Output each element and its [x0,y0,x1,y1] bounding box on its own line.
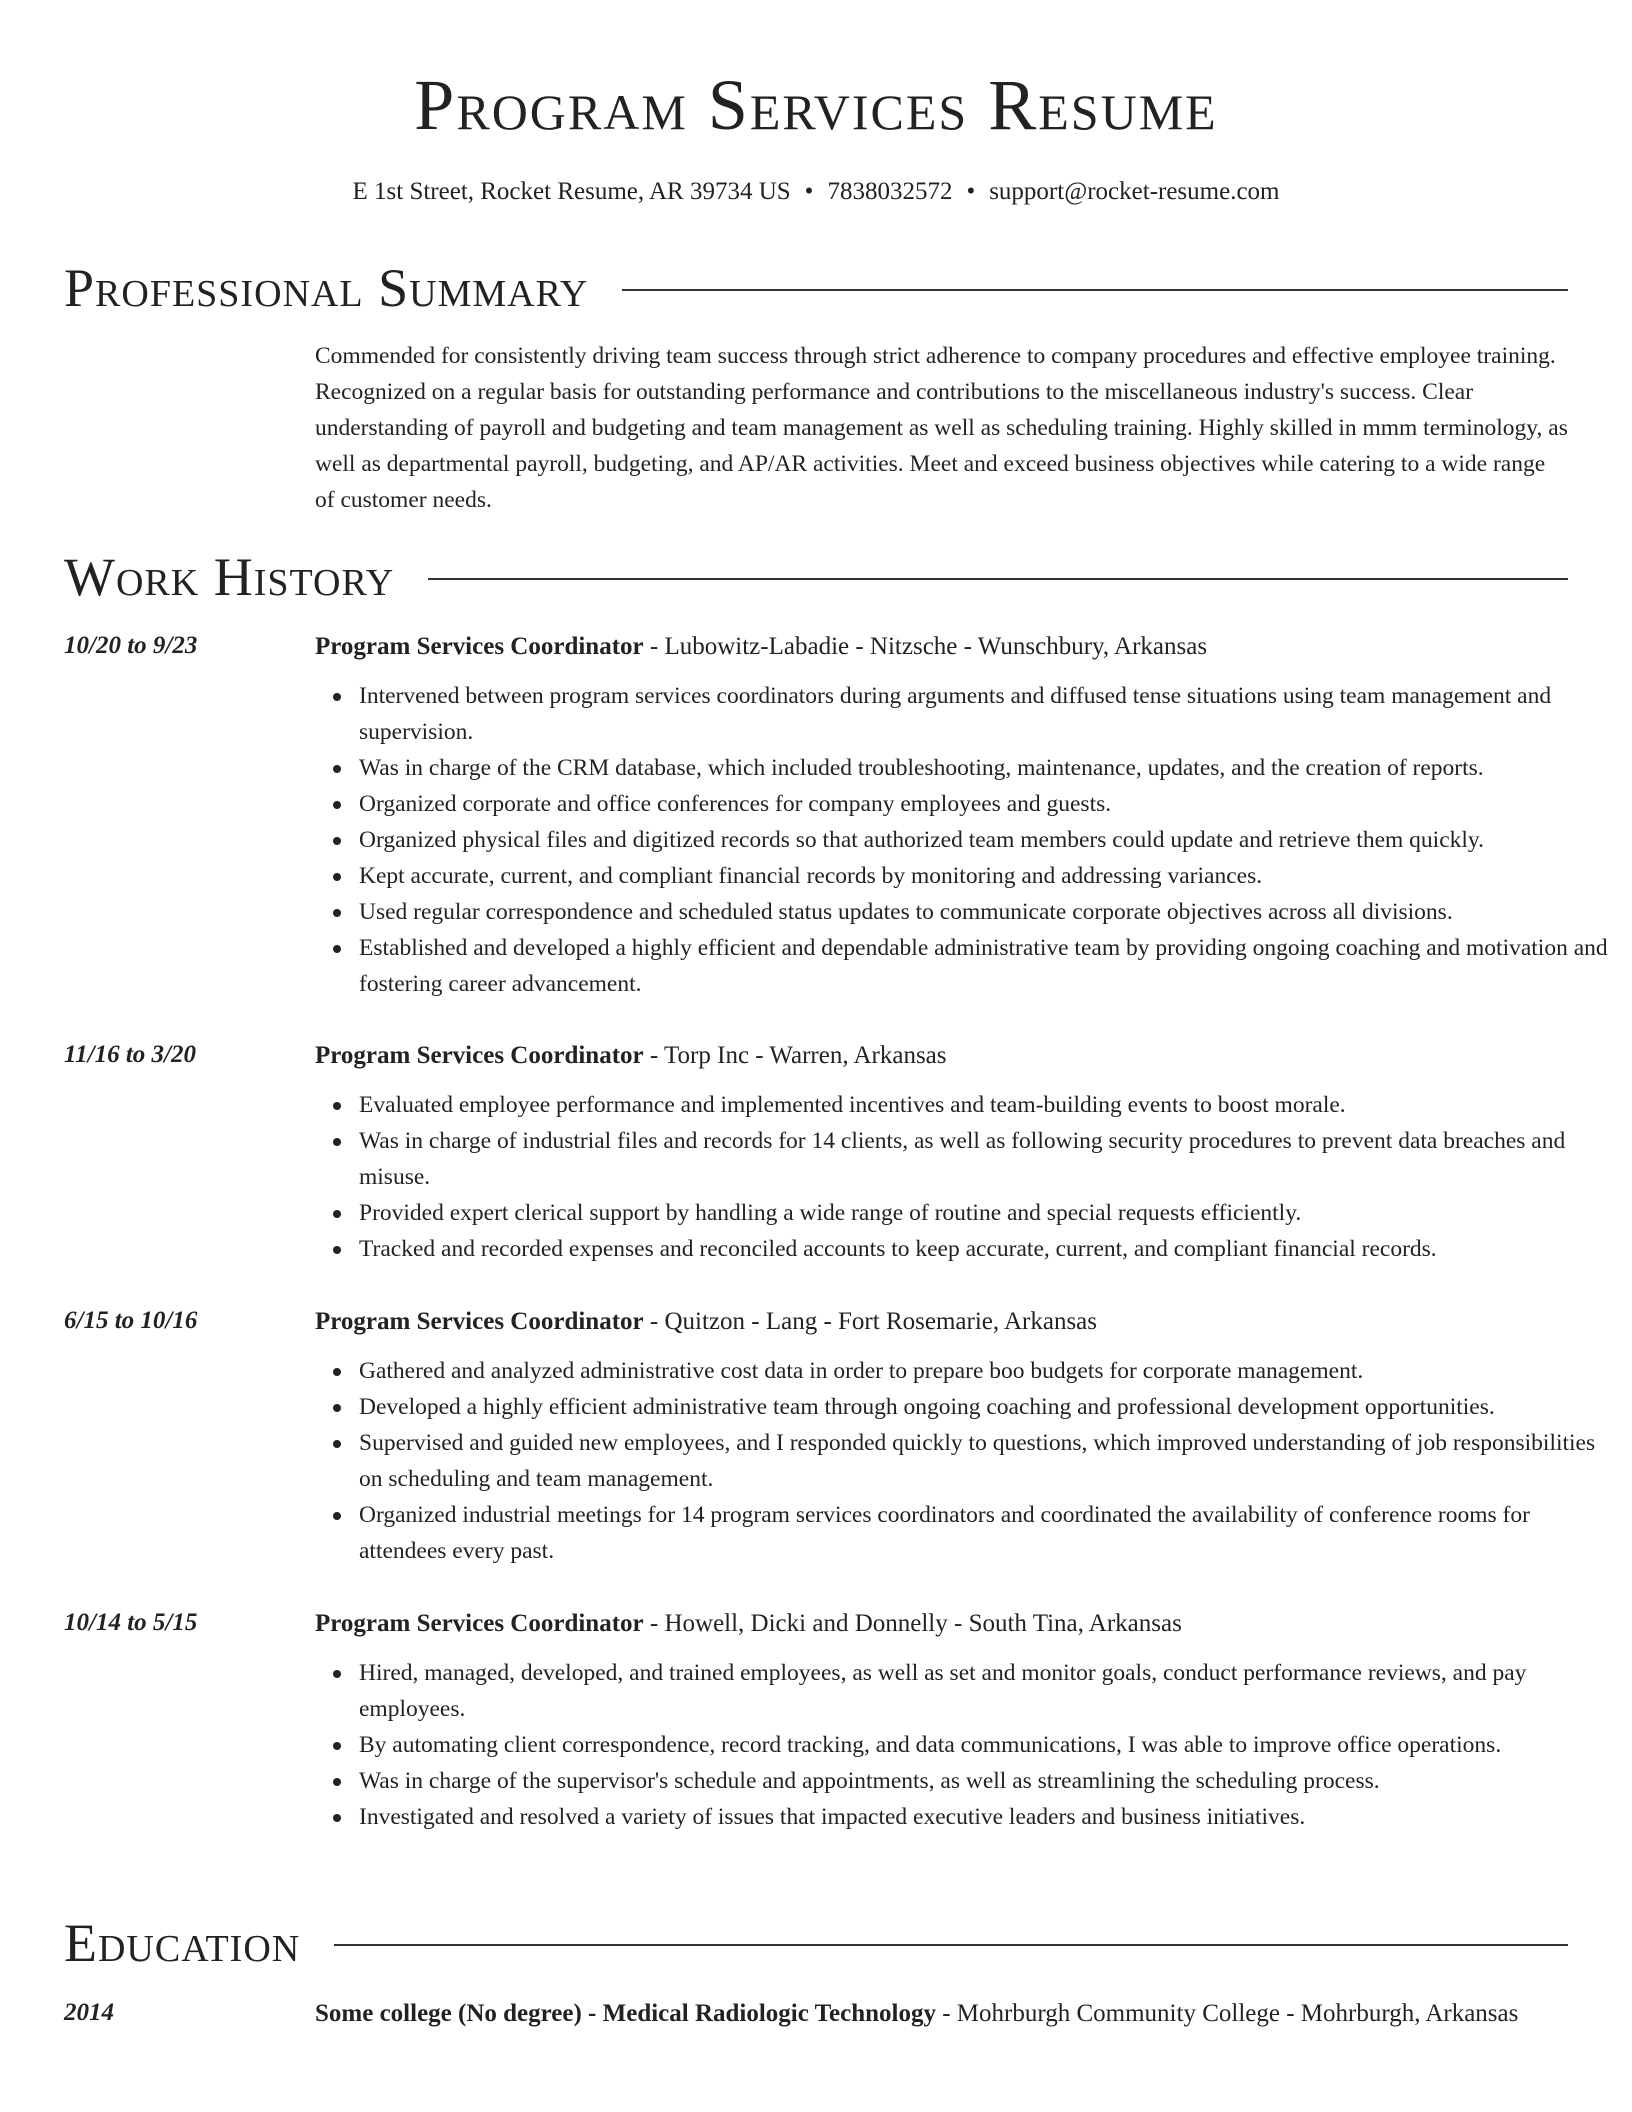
job-bullets [315,678,1614,1002]
list-item: Gathered and analyzed administrative cost data in order to prepare boo budgets for corporate management. [359,1353,1614,1389]
job-role: Program Services Coordinator [315,1610,644,1637]
section-title-summary: Professional Summary [64,258,589,318]
education-school: - Mohrburgh Community College - Mohrburgh, Arkansas [935,2000,1519,2027]
work-section-header [64,545,1568,609]
resume-title: Program Services Resume [414,65,1218,145]
job-employer: - Howell, Dicki and Donnelly - South Tina, Arkansas [643,1610,1182,1637]
job-role: Program Services Coordinator [315,1308,644,1335]
job-bullets [315,1353,1614,1569]
job-dates: 11/16 to 3/20 [64,1041,196,1068]
list-item: Used regular correspondence and scheduled status updates to communicate corporate objectives across all divisions. [359,894,1614,930]
list-item: By automating client correspondence, record tracking, and data communications, I was able to improve office operations. [359,1727,1614,1763]
contact-line [0,172,1632,212]
list-item: Was in charge of the CRM database, which included troubleshooting, maintenance, updates, and the creation of reports. [359,750,1614,786]
list-item: Established and developed a highly efficient and dependable administrative team by providing ongoing coaching and motivation and fostering career advancement. [359,930,1614,1002]
list-item: Organized corporate and office conferences for company employees and guests. [359,786,1614,822]
list-item: Hired, managed, developed, and trained employees, as well as set and monitor goals, conduct performance reviews, and pay employees. [359,1655,1614,1727]
job-role: Program Services Coordinator [315,633,644,660]
list-item: Organized industrial meetings for 14 program services coordinators and coordinated the availability of conference rooms for attendees every past. [359,1497,1614,1569]
summary-text: Commended for consistently driving team success through strict adherence to company procedures and effective employee training. Recognized on a regular basis for outstanding performance and contributions to the miscellaneous industry's success. Clear understanding of payroll and budgeting and team management as well as scheduling training. Highly skilled in mmm terminology, as well as departmental payroll, budgeting, and AP/AR activities. Meet and exceed business objectives while catering to a wide range of customer needs. [315,343,1568,513]
job-heading [315,1605,1570,1643]
job-dates: 10/14 to 5/15 [64,1609,198,1636]
list-item: Supervised and guided new employees, and I responded quickly to questions, which improved understanding of job responsibilities on scheduling and team management. [359,1425,1614,1497]
section-title-education: Education [64,1913,301,1973]
job-heading [315,628,1570,666]
job-employer: - Lubowitz-Labadie - Nitzsche - Wunschbury, Arkansas [643,633,1208,660]
education-heading [315,1995,1570,2033]
education-section-header [64,1911,1568,1975]
job-employer: - Torp Inc - Warren, Arkansas [643,1042,947,1069]
education-year: 2014 [64,1999,114,2026]
list-item: Provided expert clerical support by handling a wide range of routine and special requests efficiently. [359,1195,1614,1231]
job-dates: 6/15 to 10/16 [64,1307,198,1334]
job-heading [315,1037,1570,1075]
section-divider [622,289,1568,291]
separator: • [966,178,976,205]
job-heading [315,1303,1570,1341]
list-item: Investigated and resolved a variety of issues that impacted executive leaders and business initiatives. [359,1799,1614,1835]
section-title-work: Work History [64,547,395,607]
summary-section-header [64,256,1568,320]
list-item: Intervened between program services coordinators during arguments and diffused tense situations using team management and supervision. [359,678,1614,750]
job-bullets [315,1655,1614,1835]
job-employer: - Quitzon - Lang - Fort Rosemarie, Arkansas [643,1308,1098,1335]
list-item: Tracked and recorded expenses and reconciled accounts to keep accurate, current, and compliant financial records. [359,1231,1614,1267]
section-divider [428,578,1568,580]
section-divider [334,1944,1568,1946]
address: E 1st Street, Rocket Resume, AR 39734 US [352,178,791,205]
list-item: Developed a highly efficient administrative team through ongoing coaching and professional development opportunities. [359,1389,1614,1425]
list-item: Was in charge of industrial files and records for 14 clients, as well as following security procedures to prevent data breaches and misuse. [359,1123,1614,1195]
list-item: Evaluated employee performance and implemented incentives and team-building events to boost morale. [359,1087,1614,1123]
email: support@rocket-resume.com [989,178,1280,205]
separator: • [804,178,814,205]
list-item: Kept accurate, current, and compliant financial records by monitoring and addressing variances. [359,858,1614,894]
list-item: Was in charge of the supervisor's schedule and appointments, as well as streamlining the scheduling process. [359,1763,1614,1799]
job-bullets [315,1087,1614,1267]
list-item: Organized physical files and digitized records so that authorized team members could update and retrieve them quickly. [359,822,1614,858]
job-dates: 10/20 to 9/23 [64,632,198,659]
education-degree: Some college (No degree) - Medical Radiologic Technology [315,2000,936,2027]
job-role: Program Services Coordinator [315,1042,644,1069]
phone: 7838032572 [827,178,953,205]
